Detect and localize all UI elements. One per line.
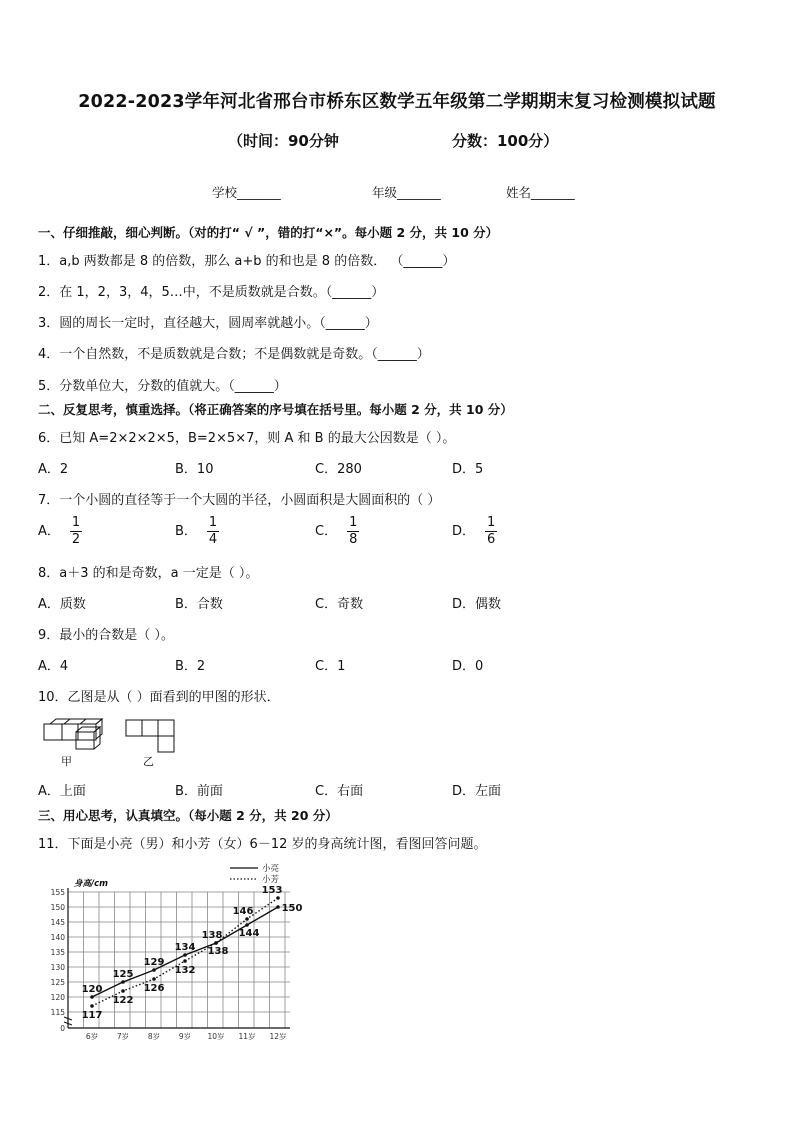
legend-label: 小亮 xyxy=(262,864,280,874)
q8-option-b: B．合数 xyxy=(175,597,223,612)
fraction-numerator: 1 xyxy=(349,515,358,530)
x-tick-label: 12岁 xyxy=(269,1032,287,1041)
fraction-numerator: 1 xyxy=(487,515,496,530)
data-label: 129 xyxy=(143,957,165,968)
option-letter: A． xyxy=(38,524,60,539)
q9-option-c: C．1 xyxy=(315,659,346,674)
q7-option-c xyxy=(315,515,359,548)
q6-option-b: B．10 xyxy=(175,462,214,477)
q10-option-c: C．右面 xyxy=(315,784,364,799)
y-tick-label: 0 xyxy=(60,1024,65,1033)
q8-option-c: C．奇数 xyxy=(315,597,364,612)
data-point xyxy=(245,923,249,927)
y-tick-label: 150 xyxy=(50,903,65,912)
y-tick-label: 155 xyxy=(50,888,65,897)
x-tick-label: 10岁 xyxy=(207,1032,225,1041)
height-line-chart xyxy=(40,852,310,1042)
x-tick-label: 8岁 xyxy=(147,1032,161,1041)
data-label: 144 xyxy=(238,928,260,939)
data-point xyxy=(121,989,125,993)
data-label: 125 xyxy=(112,969,134,980)
data-label: 117 xyxy=(81,1010,103,1021)
data-point xyxy=(183,953,187,957)
school-field: 学校_______ xyxy=(212,185,281,200)
y-tick-label: 140 xyxy=(50,933,65,942)
option-letter: B． xyxy=(175,524,197,539)
q7-option-b xyxy=(175,515,219,548)
data-point xyxy=(121,980,125,984)
question-9: 9．最小的合数是（ ）。 xyxy=(38,628,174,643)
question-1: 1．a,b 两数都是 8 的倍数，那么 a+b 的和也是 8 的倍数． （______） xyxy=(38,254,456,269)
x-tick-label: 9岁 xyxy=(178,1032,192,1041)
section-1-heading: 一、仔细推敲，细心判断。（对的打“ √ ”，错的打“×”。每小题 2 分，共 10 分） xyxy=(38,225,499,240)
data-label: 120 xyxy=(81,984,103,995)
y-tick-label: 135 xyxy=(50,948,65,957)
data-point xyxy=(245,917,249,921)
q10-option-a: A．上面 xyxy=(38,784,86,799)
q6-option-d: D．5 xyxy=(452,462,484,477)
y-tick-label: 145 xyxy=(50,918,65,927)
y-tick-label: 125 xyxy=(50,978,65,987)
section-3-heading: 三、用心思考，认真填空。（每小题 2 分，共 20 分） xyxy=(38,808,338,823)
fraction xyxy=(347,515,359,548)
fraction-denominator: 8 xyxy=(349,532,358,547)
grade-field: 年级_______ xyxy=(372,185,441,200)
x-tick-label: 6岁 xyxy=(85,1032,99,1041)
exam-time: （时间：90分钟 xyxy=(228,132,339,150)
question-11: 11．下面是小亮（男）和小芳（女）6－12 岁的身高统计图，看图回答问题。 xyxy=(38,837,487,852)
option-letter: D． xyxy=(452,524,476,539)
page-title: 2022-2023学年河北省邢台市桥东区数学五年级第二学期期末复习检测模拟试题 xyxy=(78,92,716,112)
q9-option-b: B．2 xyxy=(175,659,206,674)
data-label: 138 xyxy=(207,946,229,957)
data-point xyxy=(183,959,187,963)
data-label: 132 xyxy=(174,965,196,976)
figure-jia-cubes xyxy=(44,719,102,749)
q8-option-a: A．质数 xyxy=(38,597,86,612)
legend-label: 小芳 xyxy=(262,875,280,885)
question-8: 8．a＋3 的和是奇数，a 一定是（ ）。 xyxy=(38,566,259,581)
data-point xyxy=(276,905,280,909)
fraction-denominator: 4 xyxy=(208,532,218,547)
q7-option-d xyxy=(452,515,497,548)
data-point xyxy=(214,941,218,945)
question-3: 3．圆的周长一定时，直径越大，圆周率就越小。（______） xyxy=(38,316,378,331)
fraction-denominator: 6 xyxy=(487,532,496,547)
data-label: 122 xyxy=(112,995,134,1006)
q8-option-d: D．偶数 xyxy=(452,597,502,612)
fraction xyxy=(70,515,82,548)
figure-label-yi: 乙 xyxy=(143,755,154,768)
x-tick-label: 7岁 xyxy=(116,1032,130,1041)
data-label: 134 xyxy=(174,942,196,953)
fraction-numerator: 1 xyxy=(208,515,218,530)
y-tick-label: 120 xyxy=(50,993,65,1002)
chart-grid xyxy=(68,892,290,1028)
data-label: 138 xyxy=(201,930,223,941)
fraction xyxy=(207,515,219,548)
question-6: 6．已知 A=2×2×2×5，B=2×5×7，则 A 和 B 的最大公因数是（ ）。 xyxy=(38,431,456,446)
y-tick-label: 115 xyxy=(50,1008,65,1017)
q9-option-a: A．4 xyxy=(38,659,69,674)
fraction xyxy=(485,515,497,548)
data-point xyxy=(152,968,156,972)
data-point xyxy=(152,977,156,981)
data-point xyxy=(90,1004,94,1008)
question-5: 5．分数单位大，分数的值就大。（______） xyxy=(38,379,287,394)
figure-label-jia: 甲 xyxy=(61,755,72,768)
q6-option-c: C．280 xyxy=(315,462,362,477)
data-label: 126 xyxy=(143,983,165,994)
question-4: 4．一个自然数，不是质数就是合数；不是偶数就是奇数。（______） xyxy=(38,347,430,362)
q6-option-a: A．2 xyxy=(38,462,69,477)
question-2: 2．在 1，2，3，4，5…中，不是质数就是合数。（______） xyxy=(38,285,385,300)
chart-legend xyxy=(230,863,280,885)
data-point xyxy=(90,995,94,999)
section-2-heading: 二、反复思考，慎重选择。（将正确答案的序号填在括号里。每小题 2 分，共 10 分） xyxy=(38,402,513,417)
fraction-denominator: 2 xyxy=(71,532,81,547)
q9-option-d: D．0 xyxy=(452,659,484,674)
fraction-numerator: 1 xyxy=(71,515,81,530)
y-axis-label: 身高/cm xyxy=(74,879,109,889)
option-letter: C． xyxy=(315,524,338,539)
question-7: 7．一个小圆的直径等于一个大圆的半径，小圆面积是大圆面积的（ ） xyxy=(38,493,441,508)
y-tick-label: 130 xyxy=(50,963,65,972)
x-tick-label: 11岁 xyxy=(238,1032,256,1041)
data-label: 146 xyxy=(232,906,254,917)
q7-option-a xyxy=(38,515,82,548)
data-label: 153 xyxy=(261,885,283,896)
data-label: 150 xyxy=(281,903,303,914)
q10-option-b: B．前面 xyxy=(175,784,223,799)
data-point xyxy=(276,896,280,900)
question-10: 10．乙图是从（ ）面看到的甲图的形状． xyxy=(38,690,280,705)
q10-option-d: D．左面 xyxy=(452,784,502,799)
figure-yi-view xyxy=(126,720,174,752)
exam-score: 分数：100分） xyxy=(452,132,559,150)
name-field: 姓名_______ xyxy=(506,185,575,200)
